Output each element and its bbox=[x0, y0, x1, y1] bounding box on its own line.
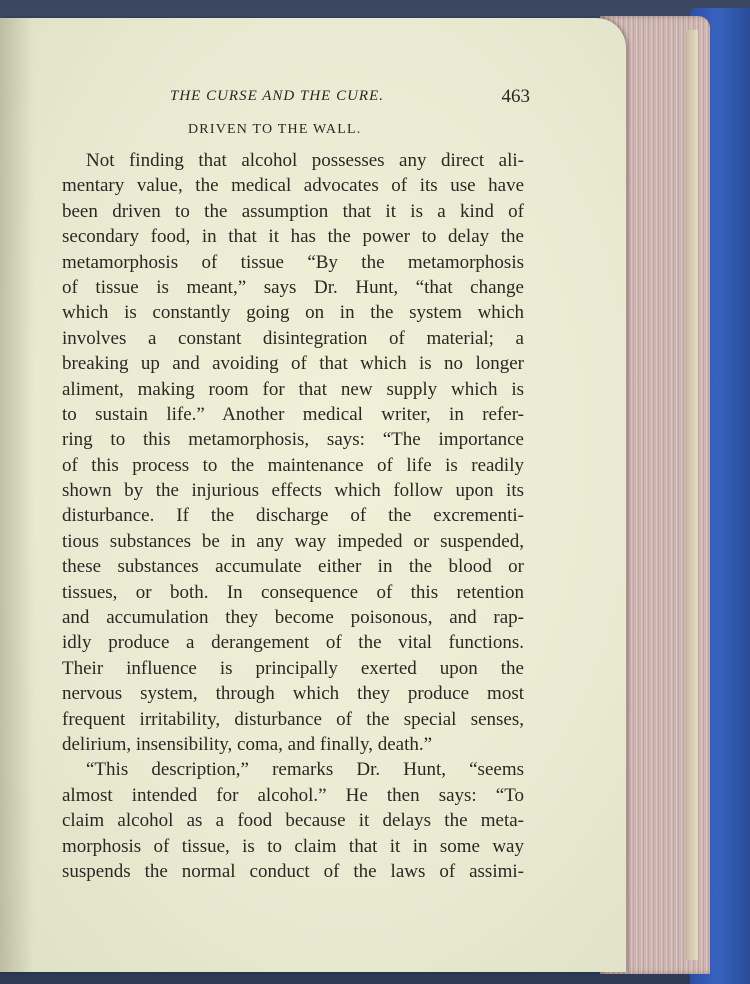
text-line: “This description,” remarks Dr. Hunt, “seems bbox=[86, 759, 524, 781]
page-edge-highlight bbox=[686, 30, 698, 960]
text-line: Not finding that alcohol possesses any direct ali- bbox=[86, 150, 524, 171]
text-line: mentary value, the medical advocates of its use have bbox=[62, 175, 524, 197]
text-line: tissues, or both. In consequence of this retention bbox=[62, 581, 524, 603]
text-line: breaking up and avoiding of that which is no longer bbox=[62, 353, 524, 375]
running-title: THE CURSE AND THE CURE. bbox=[170, 88, 384, 104]
text-line: been driven to the assumption that it is a kind of bbox=[62, 200, 524, 222]
body-text bbox=[62, 148, 524, 884]
text-line: idly produce a derangement of the vital functions. bbox=[62, 632, 524, 654]
text-line: aliment, making room for that new supply which is bbox=[62, 378, 524, 400]
page-gutter-shadow bbox=[0, 18, 34, 972]
text-line: claim alcohol as a food because it delays the meta- bbox=[62, 810, 524, 832]
text-line: disturbance. If the discharge of the excrementi- bbox=[62, 505, 524, 527]
text-line: delirium, insensibility, coma, and finally, death.” bbox=[62, 733, 433, 755]
text-line: tious substances be in any way impeded or suspended, bbox=[62, 530, 524, 552]
text-line: nervous system, through which they produce most bbox=[62, 683, 524, 705]
text-line: suspends the normal conduct of the laws of assimi- bbox=[62, 860, 524, 882]
text-line: Their influence is principally exerted upon the bbox=[62, 657, 524, 679]
text-line: metamorphosis of tissue “By the metamorphosis bbox=[62, 251, 524, 273]
text-line: which is constantly going on in the system which bbox=[62, 302, 524, 324]
text-line: of this process to the maintenance of life is readily bbox=[62, 454, 524, 476]
text-line: ring to this metamorphosis, says: “The importance bbox=[62, 429, 524, 451]
section-title: DRIVEN TO THE WALL. bbox=[188, 122, 362, 137]
text-line: secondary food, in that it has the power to delay the bbox=[62, 226, 524, 248]
running-head bbox=[150, 88, 530, 112]
text-line: involves a constant disintegration of material; a bbox=[62, 327, 524, 349]
text-line: these substances accumulate either in the blood or bbox=[62, 556, 524, 578]
page-number: 463 bbox=[501, 86, 530, 107]
text-line: almost intended for alcohol.” He then says: “To bbox=[62, 784, 524, 806]
text-line: and accumulation they become poisonous, and rap- bbox=[62, 607, 524, 629]
text-line: of tissue is meant,” says Dr. Hunt, “that change bbox=[62, 276, 524, 298]
text-line: shown by the injurious effects which follow upon its bbox=[62, 480, 524, 502]
text-line: to sustain life.” Another medical writer, in refer- bbox=[62, 403, 524, 425]
text-line: frequent irritability, disturbance of the special senses, bbox=[62, 708, 524, 730]
text-line: morphosis of tissue, is to claim that it in some way bbox=[62, 835, 524, 857]
